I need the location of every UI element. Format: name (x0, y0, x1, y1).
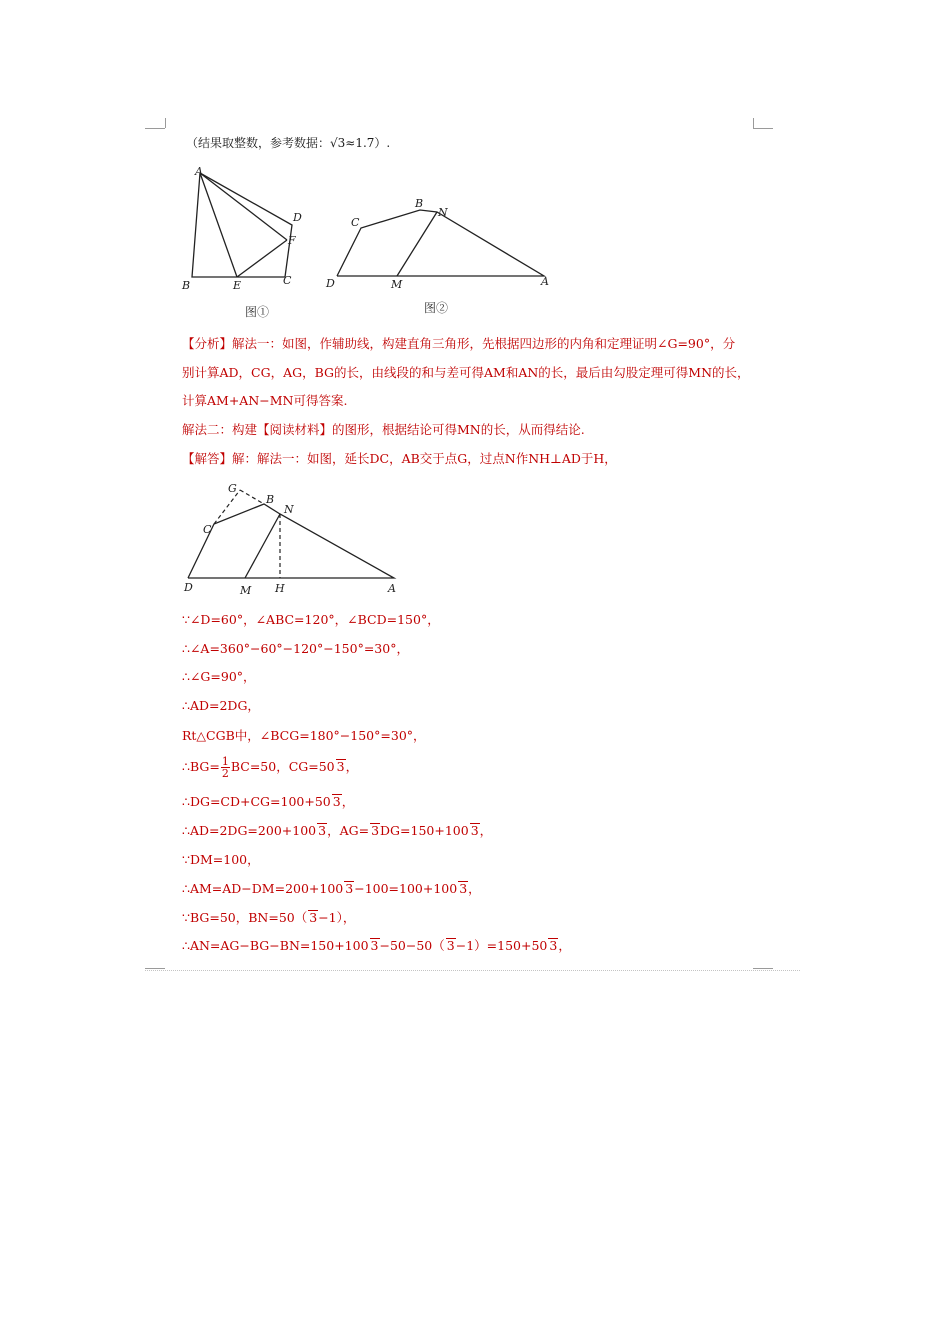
page-corner-mark-bottom-left (145, 968, 165, 969)
step-9: ∵DM=100， (182, 852, 260, 867)
analysis-line-1: 【分析】解法一：如图，作辅助线，构建直角三角形，先根据四边形的内角和定理证明∠G=90°，分 (182, 336, 736, 351)
step-12-part-a: ∴AN=AG−BG−BN=150+100 (182, 938, 369, 953)
page-bottom-divider (145, 970, 800, 971)
step-7-part-c: ， (341, 794, 355, 809)
fig2-label-N: N (438, 206, 448, 219)
step-7-part-a: ∴DG=CD+CG=100+50 (182, 794, 331, 809)
intro-text: （结果取整数，参考数据：√3≈1.7）. (186, 136, 391, 150)
figure-2 (322, 190, 557, 320)
sqrt-radicand: 3 (345, 881, 354, 896)
fig3-label-B: B (266, 493, 275, 506)
step-11 (182, 909, 355, 927)
sqrt-radicand: 3 (549, 938, 558, 953)
fig2-label-B: B (415, 197, 424, 210)
step-6-part-d: ， (345, 759, 359, 774)
step-12-part-g: ， (558, 938, 571, 953)
page-corner-mark-top-right (753, 128, 773, 129)
figure-1 (175, 160, 320, 320)
analysis-line-3: 计算AM+AN−MN可得答案. (182, 393, 348, 408)
step-8 (182, 822, 492, 840)
fig3-label-A: A (388, 582, 396, 595)
fig3-label-C: C (203, 523, 212, 536)
step-8-part-c: ，AG= (327, 823, 370, 838)
sqrt-radicand: 3 (446, 938, 455, 953)
fraction-one-half (221, 756, 230, 779)
sqrt-radicand: 3 (459, 881, 468, 896)
step-5: Rt△CGB中，∠BCG=180°−150°=30°， (182, 728, 426, 743)
fraction-numerator: 1 (221, 755, 229, 768)
fig3-label-M: M (240, 584, 252, 597)
fraction-denominator: 2 (221, 767, 229, 780)
solution-heading: 【解答】解：解法一：如图，延长DC，AB交于点G，过点N作NH⊥AD于H， (182, 451, 617, 466)
step-10 (182, 880, 481, 898)
sqrt-radicand: 3 (332, 794, 341, 809)
fig1-label-A: A (195, 165, 203, 178)
step-3: ∴∠G=90°， (182, 669, 256, 684)
sqrt-radicand: 3 (371, 823, 380, 838)
step-6-part-a: ∴BG= (182, 759, 220, 774)
step-12-part-c: −50−50（ (379, 938, 445, 953)
step-12-part-e: −1）=150+50 (455, 938, 548, 953)
sqrt-radicand: 3 (318, 823, 327, 838)
step-7 (182, 793, 354, 811)
step-6-part-b: BC=50，CG=50 (230, 759, 335, 774)
fig3-label-D: D (184, 581, 193, 594)
step-8-part-g: ， (479, 823, 493, 838)
step-10-part-c: −100=100+100 (354, 881, 458, 896)
fig2-caption: 图② (424, 301, 449, 315)
step-11-part-a: ∵BG=50，BN=50（ (182, 910, 308, 925)
fig1-label-B: B (182, 279, 191, 292)
fig3-label-H: H (275, 582, 285, 595)
fig1-label-C: C (283, 274, 292, 287)
sqrt-radicand: 3 (370, 938, 379, 953)
fig3-label-N: N (284, 503, 294, 516)
sqrt-radicand: 3 (336, 759, 345, 774)
page-corner-mark-top-left-v (165, 118, 166, 128)
step-2: ∴∠A=360°−60°−120°−150°=30°， (182, 641, 409, 656)
step-1: ∵∠D=60°，∠ABC=120°，∠BCD=150°， (182, 612, 440, 627)
step-6 (182, 756, 358, 779)
page-corner-mark-top-right-v (753, 118, 754, 128)
figure-3 (178, 478, 403, 603)
analysis-line-4: 解法二：构建【阅读材料】的图形，根据结论可得MN的长，从而得结论. (182, 422, 585, 437)
step-11-part-c: −1）， (318, 910, 356, 925)
fig2-label-C: C (351, 216, 360, 229)
fig1-label-D: D (293, 211, 302, 224)
fig2-label-A: A (541, 275, 549, 288)
step-4: ∴AD=2DG， (182, 698, 260, 713)
analysis-line-2: 别计算AD，CG，AG，BG的长，由线段的和与差可得AM和AN的长，最后由勾股定理可得MN的长， (182, 365, 750, 380)
page-corner-mark-top-left (145, 128, 165, 129)
fig1-label-F: F (288, 234, 296, 247)
fig1-caption: 图① (245, 305, 270, 319)
sqrt-radicand: 3 (309, 910, 318, 925)
sqrt-radicand: 3 (470, 823, 479, 838)
step-10-part-a: ∴AM=AD−DM=200+100 (182, 881, 344, 896)
fig2-label-D: D (326, 277, 335, 290)
fig2-label-M: M (391, 278, 403, 291)
step-8-part-a: ∴AD=2DG=200+100 (182, 823, 317, 838)
step-8-part-e: DG=150+100 (380, 823, 469, 838)
fig1-label-E: E (233, 279, 242, 292)
fig3-label-G: G (228, 482, 237, 495)
step-10-part-e: ， (468, 881, 481, 896)
page-corner-mark-bottom-right (753, 968, 773, 969)
step-12 (182, 937, 571, 955)
